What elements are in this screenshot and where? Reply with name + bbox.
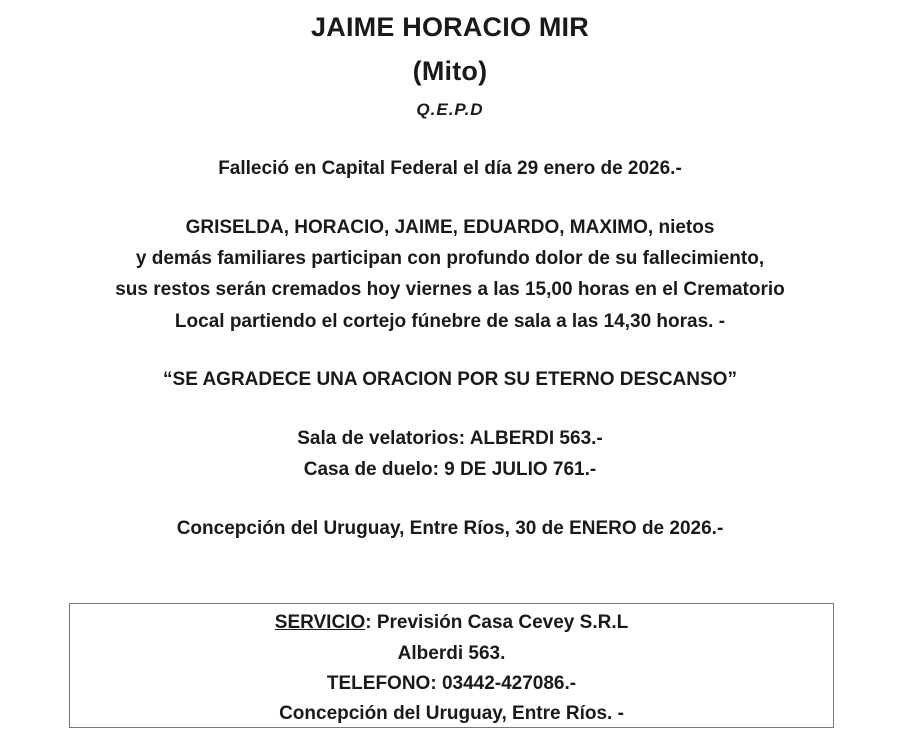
service-city: Concepción del Uruguay, Entre Ríos. - xyxy=(279,703,624,724)
death-announcement: Falleció en Capital Federal el día 29 enero de 2026.- xyxy=(218,158,682,179)
service-address: Alberdi 563. xyxy=(397,643,506,664)
prayer-request: “SE AGRADECE UNA ORACION POR SU ETERNO DESCANSO” xyxy=(163,369,737,390)
paragraph-line-1: GRISELDA, HORACIO, JAIME, EDUARDO, MAXIMO, nietos xyxy=(185,217,715,238)
deceased-nickname: (Mito) xyxy=(412,56,488,86)
wake-location: Sala de velatorios: ALBERDI 563.- xyxy=(297,428,603,449)
deceased-name: JAIME HORACIO MIR xyxy=(311,12,589,42)
service-provider-line xyxy=(70,612,833,634)
place-and-date: Concepción del Uruguay, Entre Ríos, 30 de ENERO de 2026.- xyxy=(176,518,724,539)
paragraph-line-3: sus restos serán cremados hoy viernes a las 15,00 horas en el Crematorio xyxy=(115,279,785,300)
service-provider: : Previsión Casa Cevey S.R.L xyxy=(365,612,629,633)
service-phone: TELEFONO: 03442-427086.- xyxy=(326,673,577,694)
qepd-text: Q.E.P.D xyxy=(416,100,484,119)
mourning-house: Casa de duelo: 9 DE JULIO 761.- xyxy=(303,459,597,480)
paragraph-line-4: Local partiendo el cortejo fúnebre de sala a las 14,30 horas. - xyxy=(174,311,726,332)
service-label: SERVICIO xyxy=(274,612,366,633)
service-box xyxy=(69,603,834,728)
paragraph-line-2: y demás familiares participan con profundo dolor de su fallecimiento, xyxy=(135,248,765,269)
